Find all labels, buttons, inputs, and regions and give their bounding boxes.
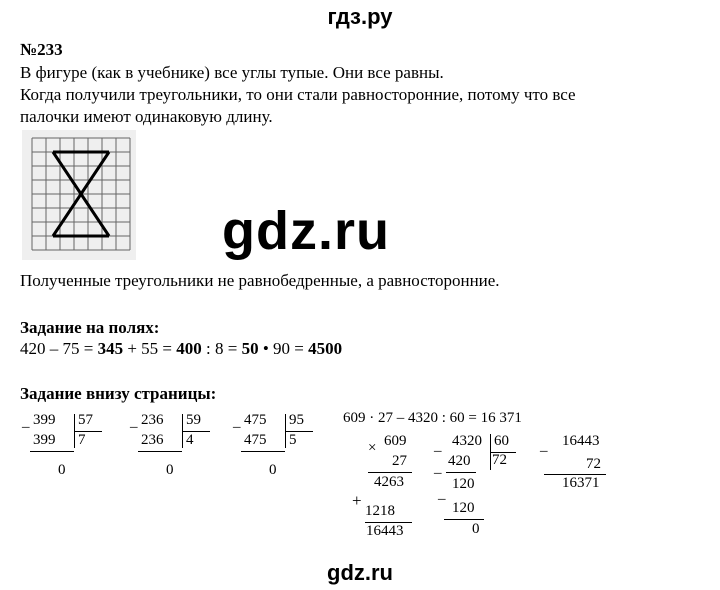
subtraction: _ 16443 72 16371 (540, 430, 620, 500)
margin-task-title: Задание на полях: (20, 318, 160, 337)
paragraph-1: В фигуре (как в учебнике) все углы тупые. Они все равны. (20, 63, 444, 82)
conclusion: Полученные треугольники не равнобедренные, а равносторонние. (20, 271, 500, 290)
multiplication: × 609 27 4263 + 1218 16443 (350, 430, 420, 542)
grid-figure (22, 130, 136, 260)
bottom-expression: 609 · 27 – 4320 : 60 = 16 371 (343, 410, 522, 426)
problem-number: №233 (20, 40, 63, 59)
division-2: _ 236 59 236 4 0 (130, 410, 220, 480)
watermark: gdz.ru (222, 201, 390, 261)
bottom-task-title: Задание внизу страницы: (20, 384, 217, 403)
division-3: _ 475 95 475 5 0 (233, 410, 323, 480)
paragraph-3: палочки имеют одинаковую длину. (20, 107, 273, 126)
margin-task-expression: 420 – 75 = 345 + 55 = 400 : 8 = 50 • 90 = 4500 (20, 339, 343, 358)
paragraph-2: Когда получили треугольники, то они стали равносторонние, потому что все (20, 85, 576, 104)
division-1: _ 399 57 399 7 0 (22, 410, 112, 480)
site-footer: gdz.ru (327, 560, 393, 585)
site-header: гдз.ру (327, 4, 393, 29)
long-division: _ 4320 60 72 _ 420 120 _ 120 0 (430, 430, 540, 542)
